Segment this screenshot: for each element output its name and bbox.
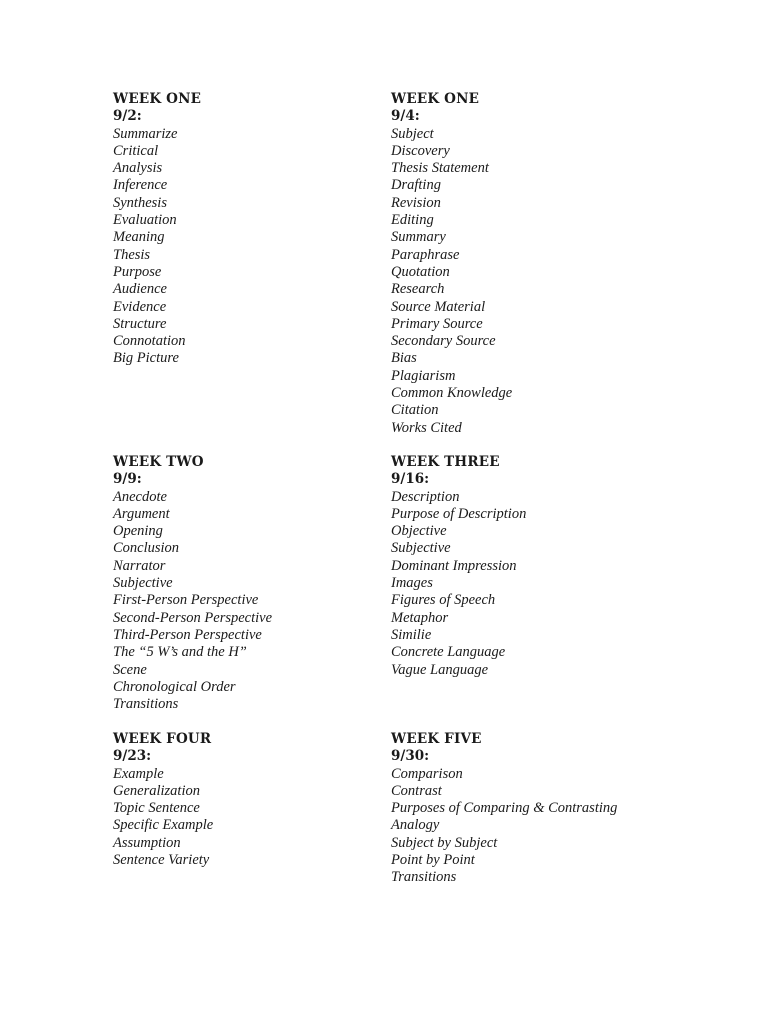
date-heading: 9/30: — [391, 748, 430, 765]
week-two-section — [113, 454, 373, 713]
term-item: Sentence Variety — [113, 852, 210, 869]
term-item: Critical — [113, 142, 159, 159]
term-item: Big Picture — [113, 350, 179, 367]
term-item: Argument — [113, 505, 170, 522]
term-item: Assumption — [113, 834, 181, 851]
term-item: Dominant Impression — [391, 557, 517, 574]
date-heading: 9/2: — [113, 108, 142, 125]
term-item: Scene — [113, 661, 147, 678]
term-item: Narrator — [113, 557, 166, 574]
term-item: Summary — [391, 229, 446, 246]
term-item: Purpose of Description — [391, 505, 527, 522]
term-item: Plagiarism — [391, 367, 456, 384]
term-item: Primary Source — [391, 315, 483, 332]
week-four-section — [113, 731, 373, 869]
term-list — [391, 489, 651, 679]
term-item: Meaning — [113, 229, 165, 246]
term-item: Contrast — [391, 782, 442, 799]
term-item: Revision — [391, 194, 441, 211]
term-item: Vague Language — [391, 661, 489, 678]
term-item: Evaluation — [113, 212, 177, 229]
term-item: Subjective — [113, 575, 173, 592]
term-item: Analogy — [391, 817, 440, 834]
term-item: Conclusion — [113, 540, 180, 557]
term-item: Editing — [391, 212, 434, 229]
term-item: Drafting — [391, 177, 441, 194]
week-one-section-9-4 — [391, 91, 651, 437]
date-heading: 9/16: — [391, 471, 430, 488]
term-item: Purpose — [113, 263, 162, 280]
term-list — [391, 766, 711, 887]
term-item: Analysis — [113, 160, 163, 177]
term-item: Citation — [391, 402, 439, 419]
term-item: Structure — [113, 315, 167, 332]
term-item: Research — [391, 281, 445, 298]
term-item: First-Person Perspective — [113, 592, 259, 609]
term-item: Paraphrase — [391, 246, 460, 263]
week-heading: WEEK THREE — [391, 454, 500, 470]
term-list — [391, 126, 651, 437]
term-item: Anecdote — [113, 488, 167, 505]
term-list — [113, 489, 373, 714]
term-item: Generalization — [113, 782, 200, 799]
term-item: Quotation — [391, 263, 450, 280]
week-heading: WEEK ONE — [113, 91, 202, 107]
term-list — [113, 766, 373, 870]
week-heading: WEEK FIVE — [391, 731, 482, 747]
term-item: Chronological Order — [113, 678, 236, 695]
term-item: Second-Person Perspective — [113, 609, 273, 626]
term-item: Example — [113, 765, 164, 782]
term-item: Secondary Source — [391, 333, 496, 350]
term-item: Subjective — [391, 540, 451, 557]
week-five-section — [391, 731, 711, 887]
date-heading: 9/23: — [113, 748, 152, 765]
term-item: Discovery — [391, 142, 450, 159]
week-heading: WEEK ONE — [391, 91, 480, 107]
term-item: Third-Person Perspective — [113, 626, 262, 643]
term-item: Topic Sentence — [113, 800, 200, 817]
term-item: Subject — [391, 125, 434, 142]
term-item: Audience — [113, 281, 167, 298]
term-item: Synthesis — [113, 194, 167, 211]
term-item: Subject by Subject — [391, 834, 498, 851]
week-heading: WEEK FOUR — [113, 731, 212, 747]
term-item: The “5 W’s and the H” — [113, 644, 247, 661]
term-item: Common Knowledge — [391, 385, 513, 402]
term-item: Specific Example — [113, 817, 214, 834]
week-heading: WEEK TWO — [113, 454, 204, 470]
term-list — [113, 126, 373, 368]
term-item: Images — [391, 575, 433, 592]
term-item: Point by Point — [391, 852, 475, 869]
term-item: Works Cited — [391, 419, 462, 436]
term-item: Opening — [113, 523, 163, 540]
term-item: Bias — [391, 350, 417, 367]
term-item: Inference — [113, 177, 168, 194]
week-one-section-9-2 — [113, 91, 373, 368]
term-item: Thesis Statement — [391, 160, 489, 177]
term-item: Transitions — [113, 696, 179, 713]
term-item: Concrete Language — [391, 644, 506, 661]
term-item: Connotation — [113, 333, 186, 350]
term-item: Source Material — [391, 298, 486, 315]
date-heading: 9/9: — [113, 471, 142, 488]
term-item: Metaphor — [391, 609, 449, 626]
term-item: Evidence — [113, 298, 167, 315]
date-heading: 9/4: — [391, 108, 420, 125]
week-three-section — [391, 454, 651, 679]
term-item: Summarize — [113, 125, 178, 142]
term-item: Comparison — [391, 765, 463, 782]
term-item: Figures of Speech — [391, 592, 496, 609]
term-item: Purposes of Comparing & Contrasting — [391, 800, 618, 817]
term-item: Similie — [391, 626, 432, 643]
term-item: Thesis — [113, 246, 151, 263]
term-item: Objective — [391, 523, 447, 540]
term-item: Transitions — [391, 869, 457, 886]
term-item: Description — [391, 488, 460, 505]
